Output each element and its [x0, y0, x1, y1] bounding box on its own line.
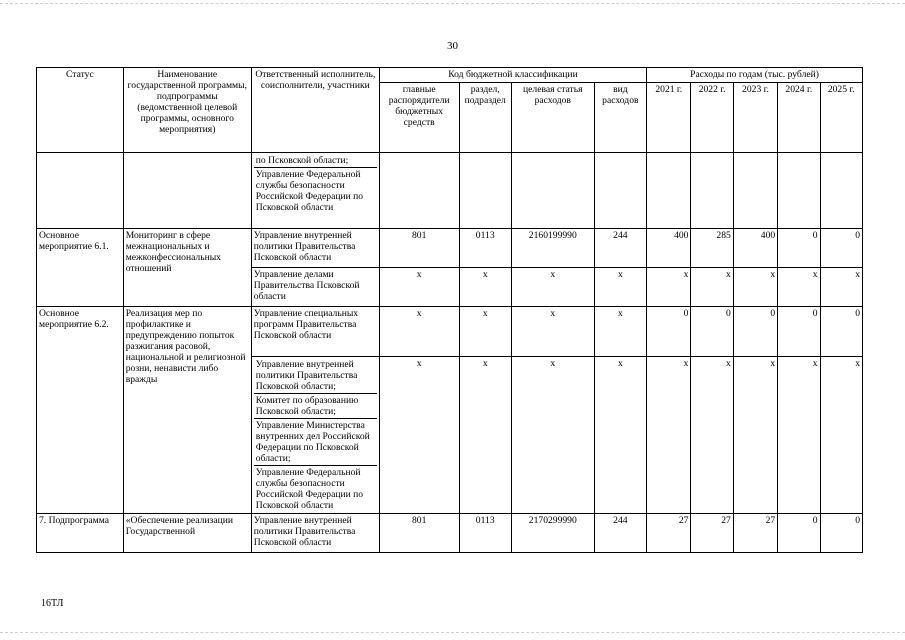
value-2022: 0: [691, 307, 733, 357]
target-cell: x: [511, 307, 594, 357]
value-2022: x: [691, 268, 733, 307]
target-cell: x: [511, 268, 594, 307]
continuation-participants: [251, 153, 379, 229]
header-program-name: Наименование государственной программы, подпрограммы (ведомственной целевой программы, основного мероприятия): [123, 68, 251, 153]
section-cell: x: [459, 268, 511, 307]
value-2021: 0: [647, 307, 691, 357]
scan-edge-bottom: [0, 632, 905, 633]
value-2021: x: [647, 268, 691, 307]
activity-6-2-status: Основное мероприятие 6.2.: [37, 307, 124, 514]
section-cell: 0113: [459, 229, 511, 268]
activity-6-2-name: Реализация мер по профилактике и предупреждению попыток разжигания расовой, национальной и религиозной розни, ненависти либо вражды: [123, 307, 251, 514]
participant-line: по Псковской области;: [255, 155, 349, 166]
value-2021: 27: [647, 514, 691, 553]
value-2023: x: [733, 268, 777, 307]
header-year-2025: 2025 г.: [820, 83, 863, 153]
cell-empty: [511, 153, 594, 229]
responsible-cell: Управление специальных программ Правительства Псковской области: [251, 307, 379, 357]
responsible-cell: Управление внутренней политики Правительства Псковской области: [251, 229, 379, 268]
participant-line: Управление внутренней политики Правительства Псковской области;: [255, 359, 358, 392]
participant-line: Управление Федеральной службы безопасности Российской Федерации по Псковской области: [254, 167, 377, 214]
header-grbs: главные распорядители бюджетных средств: [379, 83, 459, 153]
activity-6-1-name: Мониторинг в сфере межнациональных и межконфессиональных отношений: [123, 229, 251, 307]
value-2021: 400: [647, 229, 691, 268]
value-2025: 0: [820, 229, 863, 268]
participant-line: Комитет по образованию Псковской области;: [254, 393, 377, 418]
header-budget-code: Код бюджетной классификации: [379, 68, 646, 83]
responsible-cell: Управление внутренней политики Правительства Псковской области: [251, 514, 379, 553]
target-cell: 2170299990: [511, 514, 594, 553]
value-2022: 285: [691, 229, 733, 268]
header-row-1: [37, 68, 863, 83]
subprogram-7-row: [37, 514, 863, 553]
activity-6-2-row-1: [37, 307, 863, 357]
value-2024: 0: [778, 229, 820, 268]
cell-empty: [820, 153, 863, 229]
value-2025: 0: [820, 307, 863, 357]
grbs-cell: x: [379, 268, 459, 307]
header-expense-type: вид расходов: [594, 83, 646, 153]
value-2024: 0: [778, 514, 820, 553]
cell-empty: [594, 153, 646, 229]
header-year-2024: 2024 г.: [778, 83, 820, 153]
cell-empty: [37, 153, 124, 229]
subprogram-7-name: «Обеспечение реализации Государственной: [123, 514, 251, 553]
footer-code: 16ТЛ: [41, 598, 64, 609]
section-cell: x: [459, 357, 511, 514]
value-2025: x: [820, 268, 863, 307]
value-2023: 27: [733, 514, 777, 553]
continuation-row: [37, 153, 863, 229]
header-status: Статус: [37, 68, 124, 153]
grbs-cell: x: [379, 357, 459, 514]
cell-empty: [123, 153, 251, 229]
header-expenses: Расходы по годам (тыс. рублей): [647, 68, 863, 83]
type-cell: x: [594, 268, 646, 307]
cell-empty: [459, 153, 511, 229]
target-cell: 2160199990: [511, 229, 594, 268]
grbs-cell: 801: [379, 514, 459, 553]
value-2022: x: [691, 357, 733, 514]
section-cell: x: [459, 307, 511, 357]
type-cell: x: [594, 357, 646, 514]
scan-edge-top: [0, 3, 905, 4]
page-number: 30: [447, 40, 458, 52]
activity-6-2-participants: [251, 357, 379, 514]
type-cell: 244: [594, 514, 646, 553]
responsible-cell: Управление делами Правительства Псковской области: [251, 268, 379, 307]
value-2023: 400: [733, 229, 777, 268]
value-2021: x: [647, 357, 691, 514]
value-2023: x: [733, 357, 777, 514]
header-target-item: целевая статья расходов: [511, 83, 594, 153]
participant-line: Управление Министерства внутренних дел Российской Федерации по Псковской области;: [254, 418, 377, 465]
value-2025: 0: [820, 514, 863, 553]
grbs-cell: x: [379, 307, 459, 357]
budget-table: [36, 67, 863, 553]
header-section: раздел, подраздел: [459, 83, 511, 153]
value-2024: x: [778, 268, 820, 307]
value-2024: 0: [778, 307, 820, 357]
header-responsible: Ответственный исполнитель, соисполнители, участники: [251, 68, 379, 153]
header-year-2023: 2023 г.: [733, 83, 777, 153]
cell-empty: [379, 153, 459, 229]
cell-empty: [691, 153, 733, 229]
participant-line: Управление Федеральной службы безопасности Российской Федерации по Псковской области: [254, 465, 377, 512]
cell-empty: [778, 153, 820, 229]
subprogram-7-status: 7. Подпрограмма: [37, 514, 124, 553]
grbs-cell: 801: [379, 229, 459, 268]
activity-6-1-status: Основное мероприятие 6.1.: [37, 229, 124, 307]
type-cell: 244: [594, 229, 646, 268]
value-2025: x: [820, 357, 863, 514]
cell-empty: [733, 153, 777, 229]
value-2024: x: [778, 357, 820, 514]
cell-empty: [647, 153, 691, 229]
value-2022: 27: [691, 514, 733, 553]
section-cell: 0113: [459, 514, 511, 553]
activity-6-1-row-1: [37, 229, 863, 268]
value-2023: 0: [733, 307, 777, 357]
header-year-2021: 2021 г.: [647, 83, 691, 153]
type-cell: x: [594, 307, 646, 357]
header-year-2022: 2022 г.: [691, 83, 733, 153]
target-cell: x: [511, 357, 594, 514]
